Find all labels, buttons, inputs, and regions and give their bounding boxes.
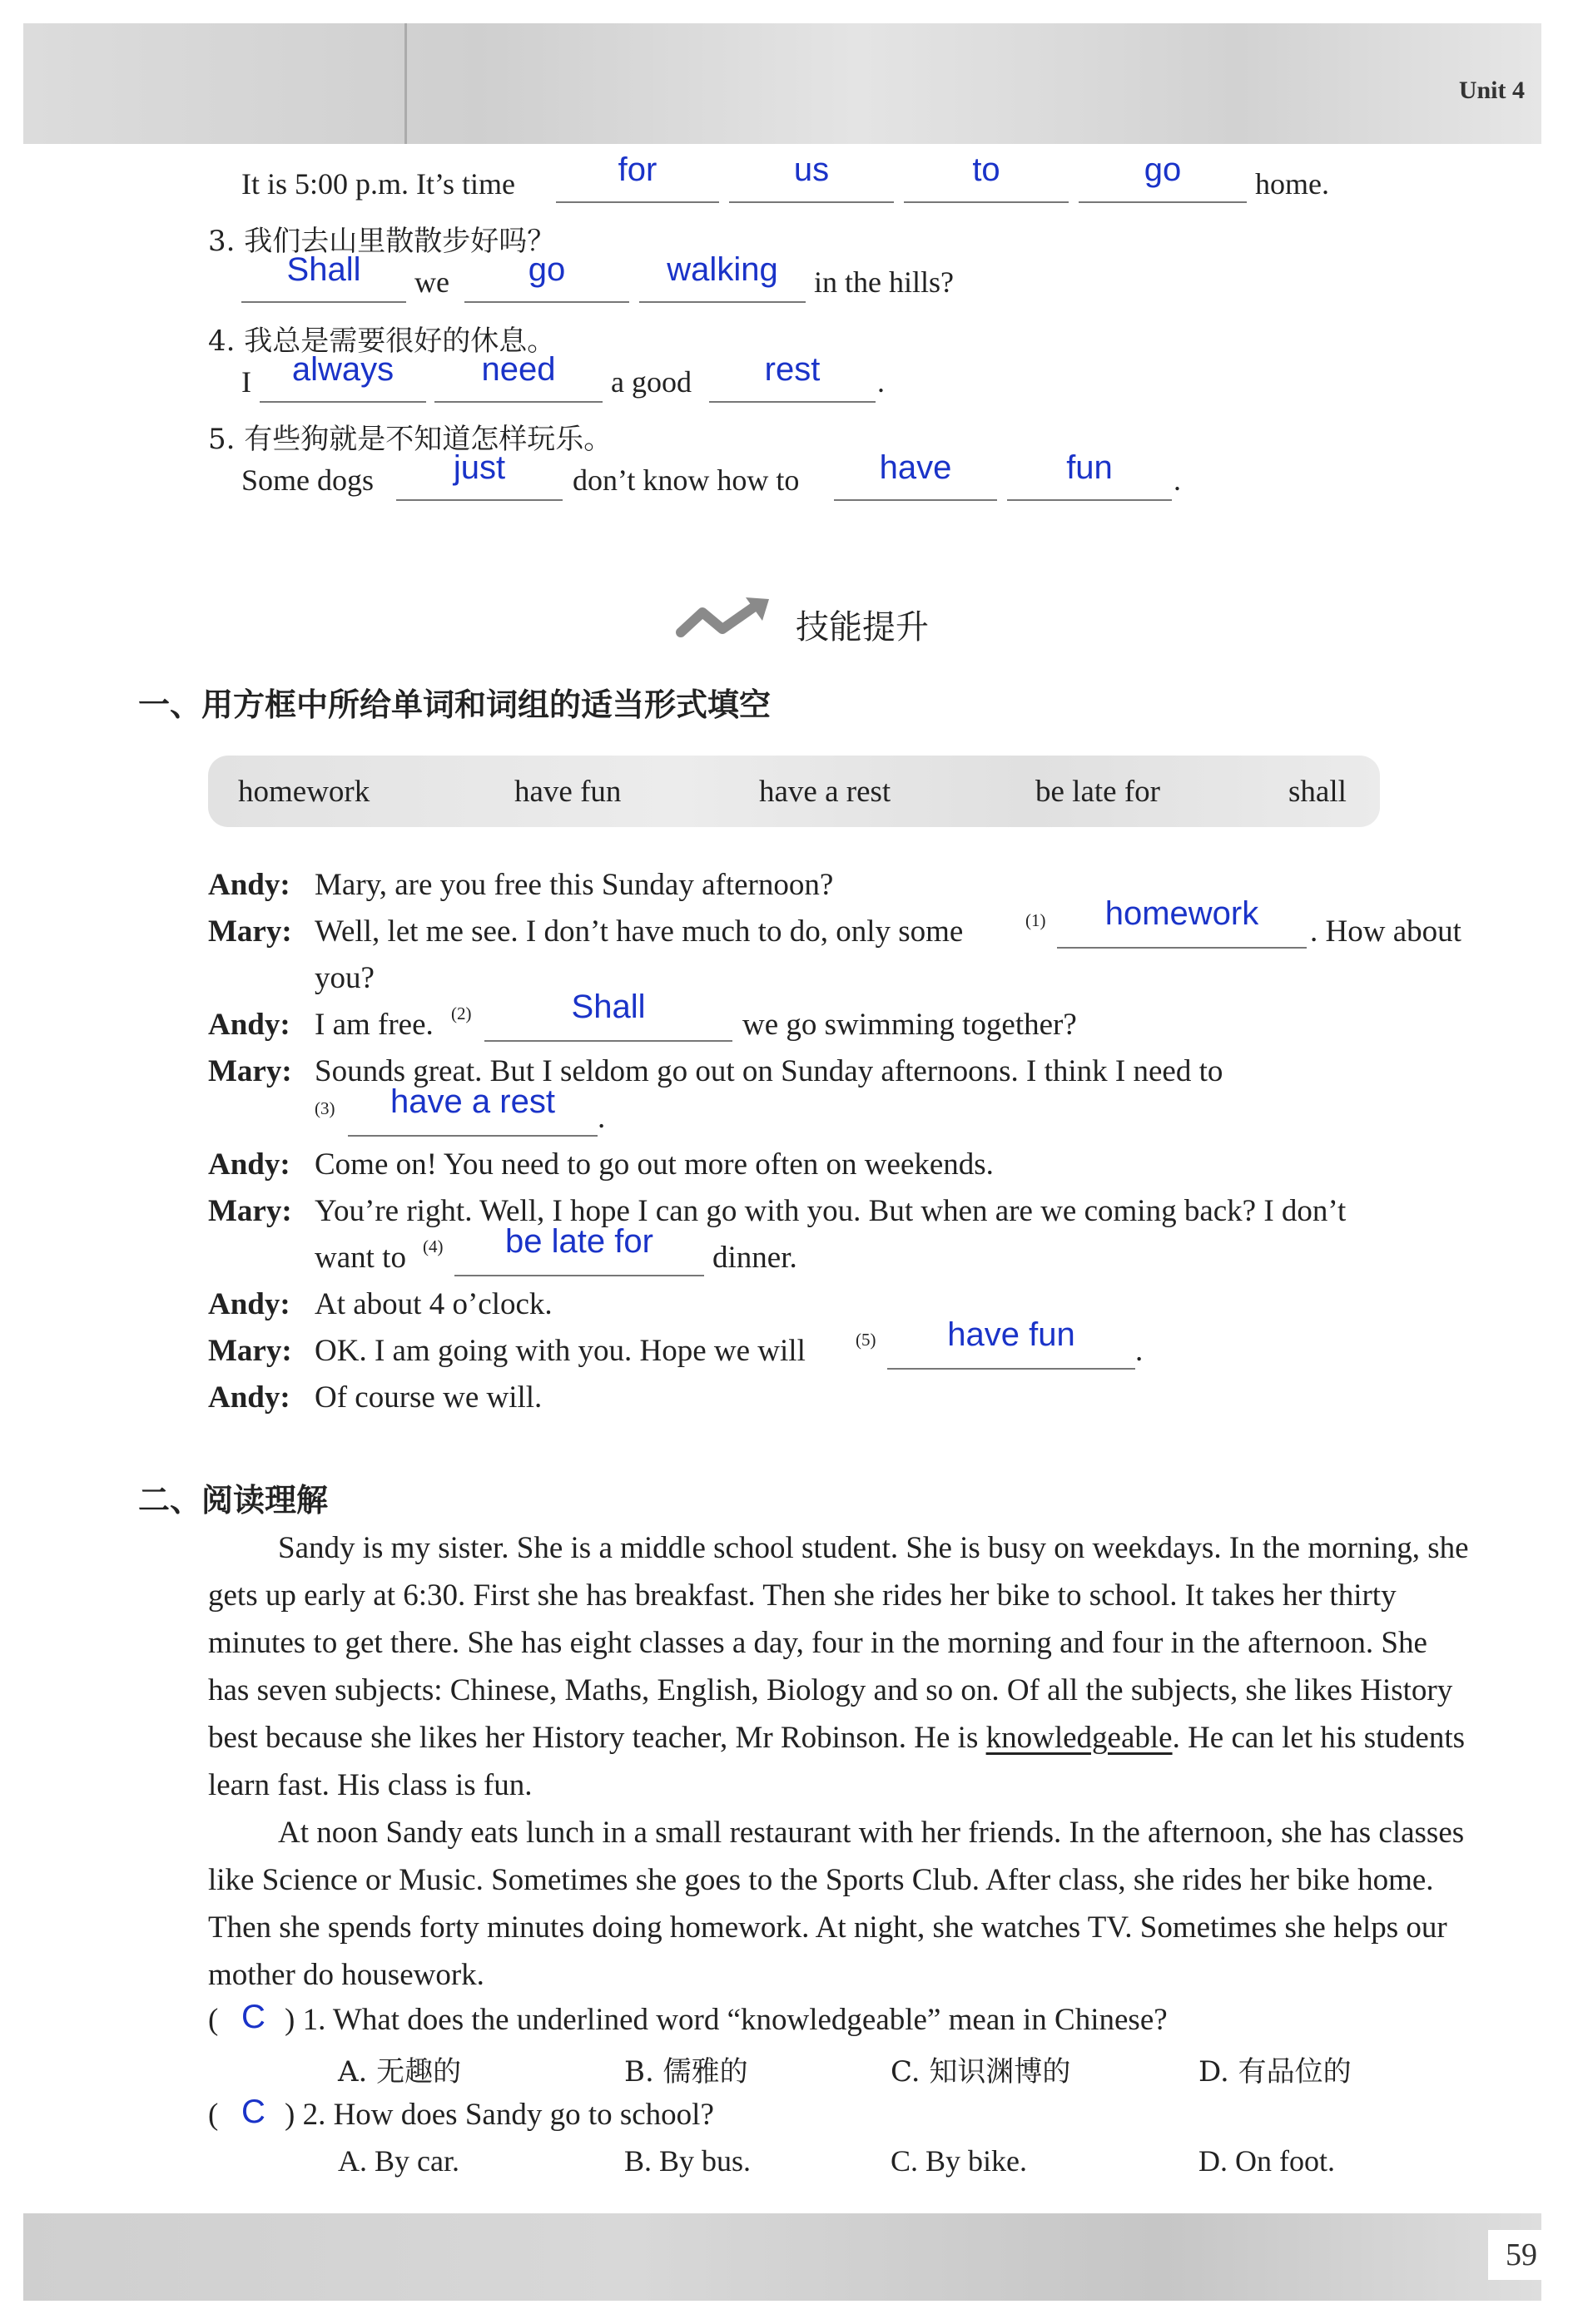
answer-blank: for xyxy=(556,156,719,203)
answer-blank: to xyxy=(904,156,1069,203)
dialogue-line: you? xyxy=(315,961,375,995)
word-box-item: homework xyxy=(238,775,370,809)
q5-suffix: . xyxy=(1174,463,1181,497)
answer-blank: be late for xyxy=(454,1228,704,1276)
period: . xyxy=(1135,1334,1144,1368)
q4-suffix: . xyxy=(877,365,885,399)
dialogue-line: Of course we will. xyxy=(315,1380,543,1415)
blank-marker: (4) xyxy=(423,1236,444,1256)
option: C. By bike. xyxy=(891,2144,1028,2178)
q3-chinese: 3. 我们去山里散散步好吗？ xyxy=(208,225,556,258)
q3-suffix: in the hills? xyxy=(814,265,954,299)
option: A. By car. xyxy=(338,2144,459,2178)
dialogue-line: Mary, are you free this Sunday afternoon? xyxy=(315,868,834,902)
option: D. On foot. xyxy=(1198,2144,1335,2178)
answer-blank: just xyxy=(396,454,563,501)
translation-line2-suffix: home. xyxy=(1255,167,1329,201)
answer-blank: have fun xyxy=(887,1321,1135,1370)
dialogue-line: Come on! You need to go out more often on weekends. xyxy=(315,1147,994,1182)
word-box-item: have a rest xyxy=(759,775,891,809)
part2-heading: 二、阅读理解 xyxy=(138,1482,329,1519)
question-paren: ( xyxy=(208,2098,219,2132)
question-answer: C xyxy=(241,2094,265,2130)
option: B. By bus. xyxy=(624,2144,752,2178)
q5-mid: don’t know how to xyxy=(573,463,800,497)
answer-blank: go xyxy=(1079,156,1247,203)
unit-label: Unit 4 xyxy=(1458,77,1525,104)
dialogue-line: I am free. xyxy=(315,1008,434,1042)
word-box-item: shall xyxy=(1288,775,1347,809)
header-divider xyxy=(404,23,407,144)
speaker-mary: Mary: xyxy=(208,1334,292,1368)
word-box xyxy=(208,756,1380,827)
word-box-item: be late for xyxy=(1035,775,1160,809)
speaker-andy: Andy: xyxy=(208,868,290,902)
dialogue-line: Sounds great. But I seldom go out on Sunday afternoons. I think I need to xyxy=(315,1054,1223,1088)
answer-blank: fun xyxy=(1007,454,1172,501)
blank-marker: (2) xyxy=(451,1003,472,1023)
footer-band xyxy=(23,2213,1541,2301)
q5-chinese: 5. 有些狗就是不知道怎样玩乐。 xyxy=(208,423,613,456)
answer-blank: go xyxy=(464,256,629,303)
passage-paragraph-2: At noon Sandy eats lunch in a small restaurant with her friends. In the afternoon, she has classes like Science or Music. Sometimes she goes to the Sports Club. After class, she rides her bike home. Then she spends forty minutes doing homework. At night, she watches TV. Sometimes she helps our mother do housework. xyxy=(208,1816,1465,1992)
section-title: 技能提升 xyxy=(796,608,929,647)
word-box-item: have fun xyxy=(514,775,622,809)
q4-start: I xyxy=(241,365,251,399)
blank-marker: (1) xyxy=(1025,910,1046,930)
q3-mid: we xyxy=(414,265,449,299)
blank-marker: (3) xyxy=(315,1098,335,1118)
q4-chinese: 4. 我总是需要很好的休息。 xyxy=(208,325,556,358)
passage-paragraph-1: Sandy is my sister. She is a middle school student. She is busy on weekdays. In the morning, she gets up early at 6:30. First she has breakfast. Then she rides her bike to school. It takes her thirty minutes to get there. She has eight classes a day, four in the morning and four in the afternoon. She has seven subjects: Chinese, Maths, English, Biology and so on. Of all the subjects, she likes History best because she likes her History teacher, Mr Robinson. He is knowledgeable. He can let his students learn fast. His class is fun. xyxy=(208,1531,1469,1802)
option: C. 知识渊博的 xyxy=(891,2055,1071,2089)
speaker-andy: Andy: xyxy=(208,1008,290,1042)
answer-blank: need xyxy=(434,356,603,403)
underlined-word: knowledgeable xyxy=(985,1721,1173,1755)
answer-blank: homework xyxy=(1057,900,1307,949)
answer-blank: always xyxy=(260,356,426,403)
speaker-mary: Mary: xyxy=(208,1194,292,1228)
dialogue-line: we go swimming together? xyxy=(742,1008,1077,1042)
answer-blank: Shall xyxy=(484,994,732,1042)
dialogue-line: At about 4 o’clock. xyxy=(315,1287,553,1321)
question-paren: ( xyxy=(208,2003,219,2037)
speaker-mary: Mary: xyxy=(208,1054,292,1088)
answer-blank: Shall xyxy=(241,256,406,303)
page-number: 59 xyxy=(1488,2230,1555,2280)
period: . xyxy=(598,1101,606,1135)
trend-arrow-icon xyxy=(676,596,776,646)
option: B. 儒雅的 xyxy=(624,2055,748,2089)
blank-marker: (5) xyxy=(856,1330,876,1350)
header-band xyxy=(23,23,1541,144)
q5-start: Some dogs xyxy=(241,463,375,497)
dialogue-line: want to xyxy=(315,1241,406,1275)
option: D. 有品位的 xyxy=(1198,2055,1352,2089)
option: A. 无趣的 xyxy=(338,2055,462,2089)
speaker-mary: Mary: xyxy=(208,914,292,949)
answer-blank: us xyxy=(729,156,894,203)
dialogue-line: . How about xyxy=(1310,914,1461,949)
translation-line2-prefix: It is 5:00 p.m. It’s time xyxy=(241,167,515,201)
dialogue-line: dinner. xyxy=(712,1241,797,1275)
answer-blank: rest xyxy=(709,356,876,403)
question-text: ) 2. How does Sandy go to school? xyxy=(285,2098,714,2132)
speaker-andy: Andy: xyxy=(208,1287,290,1321)
reading-passage xyxy=(208,1524,1473,1999)
answer-blank: have xyxy=(834,454,997,501)
dialogue-line: Well, let me see. I don’t have much to do, only some xyxy=(315,914,964,949)
answer-blank: walking xyxy=(639,256,806,303)
answer-blank: have a rest xyxy=(348,1088,598,1137)
question-answer: C xyxy=(241,1999,265,2035)
dialogue-line: OK. I am going with you. Hope we will xyxy=(315,1334,806,1368)
part1-heading: 一、用方框中所给单词和词组的适当形式填空 xyxy=(138,686,772,723)
speaker-andy: Andy: xyxy=(208,1380,290,1415)
speaker-andy: Andy: xyxy=(208,1147,290,1182)
dialogue-line: You’re right. Well, I hope I can go with you. But when are we coming back? I don’t xyxy=(315,1194,1347,1228)
q4-mid: a good xyxy=(611,365,692,399)
question-text: ) 1. What does the underlined word “knowledgeable” mean in Chinese? xyxy=(285,2003,1168,2037)
